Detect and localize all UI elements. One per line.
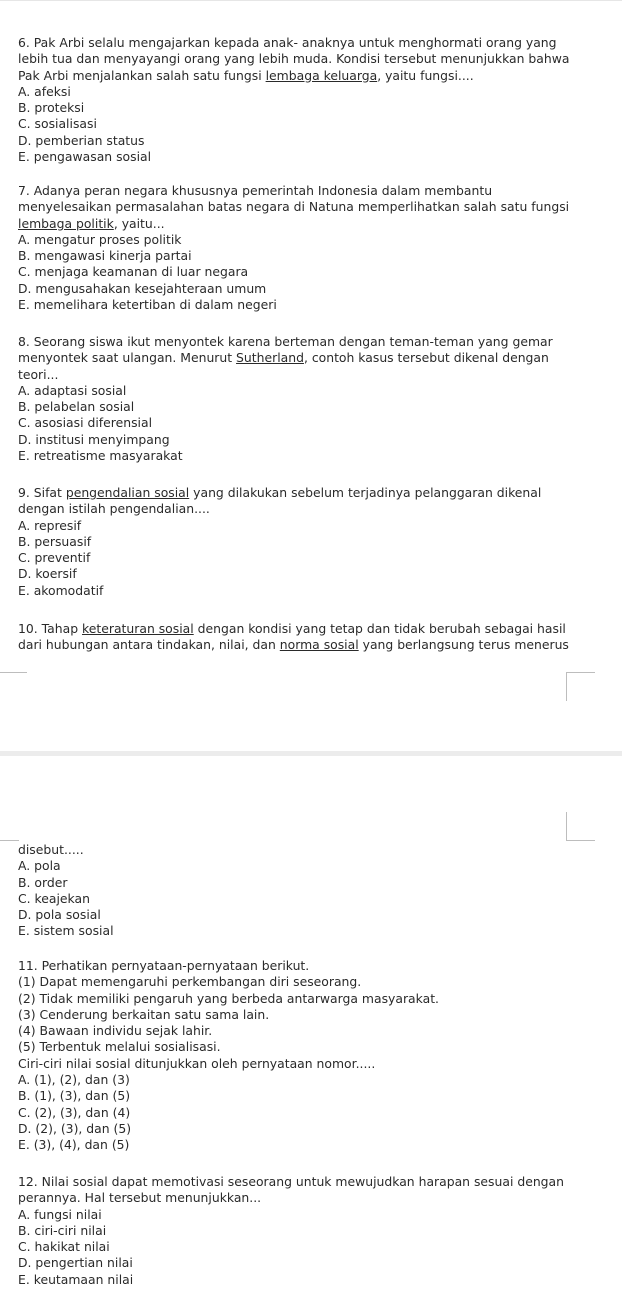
question-11-prompt: Ciri-ciri nilai sosial ditunjukkan oleh pernyataan nomor..... [18, 1055, 376, 1071]
option: D. institusi menyimpang [18, 431, 170, 447]
frame-corner-bottom-left [0, 812, 19, 841]
statement: (4) Bawaan individu sejak lahir. [18, 1023, 213, 1039]
statement: (5) Terbentuk melalui sosialisasi. [18, 1039, 221, 1055]
option: E. keutamaan nilai [18, 1271, 134, 1287]
option: D. koersif [18, 566, 77, 582]
question-7-text: 7. Adanya peran negara khususnya pemerintah Indonesia dalam membantu menyelesaikan permasalahan batas negara di Natuna memperlihatkan salah satu fungsi lembaga politik, yaitu... [18, 183, 570, 231]
option: E. retreatisme masyarakat [18, 448, 183, 464]
option: B. pelabelan sosial [18, 399, 135, 415]
option: C. (2), (3), dan (4) [18, 1104, 131, 1120]
option: A. (1), (2), dan (3) [18, 1072, 130, 1088]
frame-corner-top-left [0, 672, 27, 701]
question-10 [18, 621, 614, 654]
question-8-text: 8. Seorang siswa ikut menyontek karena berteman dengan teman-teman yang gemar menyontek saat ulangan. Menurut Sutherland, contoh kasus tersebut dikenal dengan teori... [18, 334, 553, 382]
page-separator [0, 751, 622, 756]
option: D. pola sosial [18, 907, 101, 923]
option: B. (1), (3), dan (5) [18, 1088, 131, 1104]
option: C. preventif [18, 550, 91, 566]
option: A. pola [18, 858, 61, 874]
option: D. pengertian nilai [18, 1255, 133, 1271]
option: B. order [18, 874, 68, 890]
option: C. asosiasi diferensial [18, 415, 153, 431]
statement: (2) Tidak memiliki pengaruh yang berbeda antarwarga masyarakat. [18, 990, 439, 1006]
option: E. (3), (4), dan (5) [18, 1137, 130, 1153]
question-10-continued [18, 842, 614, 940]
question-11-text: 11. Perhatikan pernyataan-pernyataan berikut. [18, 958, 310, 973]
top-border [0, 0, 622, 1]
option: E. akomodatif [18, 582, 104, 598]
question-9 [18, 485, 614, 599]
frame-corner-top-right [566, 672, 595, 701]
option: A. represif [18, 517, 82, 533]
option: A. mengatur proses politik [18, 231, 182, 247]
option: E. sistem sosial [18, 923, 114, 939]
option: C. menjaga keamanan di luar negara [18, 264, 249, 280]
option: A. fungsi nilai [18, 1206, 102, 1222]
option: E. pengawasan sosial [18, 149, 152, 165]
question-12-text: 12. Nilai sosial dapat memotivasi seseorang untuk mewujudkan harapan sesuai dengan perannya. Hal tersebut menunjukkan... [18, 1174, 564, 1206]
option: B. proteksi [18, 100, 85, 116]
option: A. adaptasi sosial [18, 382, 127, 398]
question-11 [18, 958, 614, 1154]
option: C. hakikat nilai [18, 1239, 110, 1255]
question-10-text-continued: disebut..... [18, 842, 84, 857]
option: B. persuasif [18, 533, 92, 549]
question-6-text: 6. Pak Arbi selalu mengajarkan kepada anak- anaknya untuk menghormati orang yang lebih tua dan menyayangi orang yang lebih muda. Kondisi tersebut menunjukkan bahwa Pak Arbi menjalankan salah satu fungsi lembaga keluarga, yaitu fungsi.... [18, 35, 570, 83]
statement: (1) Dapat memengaruhi perkembangan diri seseorang. [18, 974, 362, 990]
question-9-text: 9. Sifat pengendalian sosial yang dilakukan sebelum terjadinya pelanggaran dikenal dengan istilah pengendalian.... [18, 485, 542, 517]
option: D. pemberian status [18, 132, 145, 148]
option: A. afeksi [18, 83, 71, 99]
option: D. mengusahakan kesejahteraan umum [18, 280, 267, 296]
option: D. (2), (3), dan (5) [18, 1120, 132, 1136]
option: B. mengawasi kinerja partai [18, 248, 192, 264]
question-6 [18, 35, 614, 165]
option: E. memelihara ketertiban di dalam negeri [18, 297, 277, 313]
question-10-text: 10. Tahap keteraturan sosial dengan kondisi yang tetap dan tidak berubah sebagai hasil dari hubungan antara tindakan, nilai, dan norma sosial yang berlangsung terus menerus [18, 621, 569, 653]
question-8 [18, 334, 614, 464]
question-12 [18, 1174, 614, 1288]
option: C. sosialisasi [18, 116, 97, 132]
option: C. keajekan [18, 890, 90, 906]
statement: (3) Cenderung berkaitan satu sama lain. [18, 1006, 270, 1022]
question-7 [18, 183, 614, 313]
frame-corner-bottom-right [566, 812, 595, 841]
option: B. ciri-ciri nilai [18, 1222, 107, 1238]
